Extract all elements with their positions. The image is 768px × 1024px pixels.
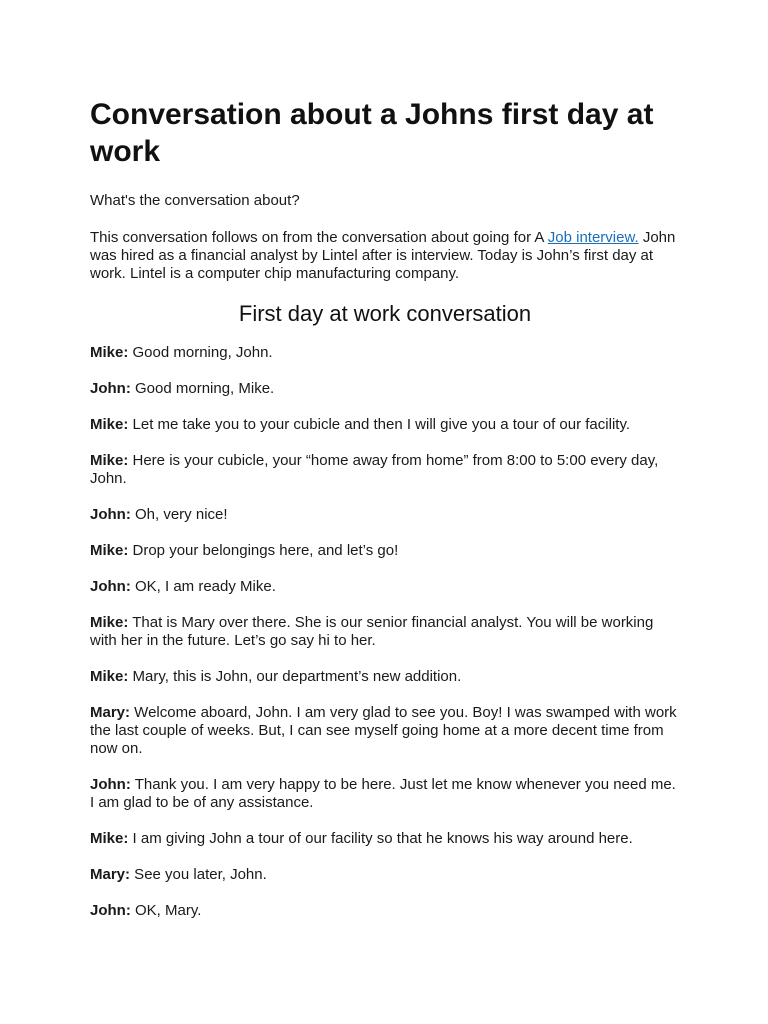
intro-text-after-link: John was hired as a financial analyst by Lintel after is interview. Today is John’s first day at work. Lintel is a computer chip manufacturing company. [90, 229, 676, 282]
dialogue-line [90, 614, 680, 650]
intro-text-before-link: This conversation follows on from the conversation about going for A [90, 229, 548, 246]
speaker-label: John: [90, 380, 131, 397]
line-text: Drop your belongings here, and let’s go! [128, 542, 399, 559]
dialogue [90, 344, 680, 920]
section-heading: First day at work conversation [238, 301, 532, 326]
line-text: Here is your cubicle, your “home away from home” from 8:00 to 5:00 every day, John. [90, 452, 659, 487]
line-text: See you later, John. [130, 866, 267, 883]
page-title: Conversation about a Johns first day at work [90, 98, 654, 168]
dialogue-line [90, 506, 680, 524]
job-interview-link[interactable]: Job interview. [547, 229, 639, 246]
speaker-label: Mike: [90, 416, 129, 433]
speaker-label: Mary: [90, 866, 131, 883]
speaker-label: John: [90, 506, 131, 523]
dialogue-line [90, 380, 680, 398]
speaker-label: Mary: [90, 704, 131, 721]
dialogue-line [90, 344, 680, 362]
question-text: What's the conversation about? [90, 192, 300, 209]
line-text: Mary, this is John, our department’s new addition. [128, 668, 462, 685]
dialogue-line [90, 578, 680, 596]
dialogue-line [90, 704, 680, 758]
speaker-label: Mike: [90, 452, 129, 469]
speaker-label: Mike: [90, 614, 129, 631]
line-text: I am giving John a tour of our facility so that he knows his way around here. [128, 830, 633, 847]
dialogue-line [90, 776, 680, 812]
line-text: Oh, very nice! [130, 506, 228, 523]
speaker-label: John: [90, 776, 131, 793]
dialogue-line [90, 902, 680, 920]
speaker-label: Mike: [90, 668, 129, 685]
dialogue-line [90, 830, 680, 848]
line-text: Let me take you to your cubicle and then I will give you a tour of our facility. [128, 416, 630, 433]
line-text: OK, Mary. [130, 902, 202, 919]
speaker-label: Mike: [90, 542, 129, 559]
speaker-label: John: [90, 902, 131, 919]
line-text: Thank you. I am very happy to be here. Just let me know whenever you need me. I am glad to be of any assistance. [90, 776, 676, 811]
speaker-label: Mike: [90, 344, 129, 361]
document-page [90, 96, 680, 938]
line-text: Good morning, Mike. [130, 380, 275, 397]
line-text: Good morning, John. [128, 344, 273, 361]
line-text: That is Mary over there. She is our senior financial analyst. You will be working with her in the future. Let’s go say hi to her. [90, 614, 654, 649]
dialogue-line [90, 452, 680, 488]
dialogue-line [90, 416, 680, 434]
intro-paragraph [90, 229, 680, 283]
line-text: Welcome aboard, John. I am very glad to see you. Boy! I was swamped with work the last couple of weeks. But, I can see myself going home at a more decent time from now on. [90, 704, 677, 757]
speaker-label: Mike: [90, 830, 129, 847]
speaker-label: John: [90, 578, 131, 595]
dialogue-line [90, 668, 680, 686]
dialogue-line [90, 866, 680, 884]
line-text: OK, I am ready Mike. [130, 578, 276, 595]
dialogue-line [90, 542, 680, 560]
